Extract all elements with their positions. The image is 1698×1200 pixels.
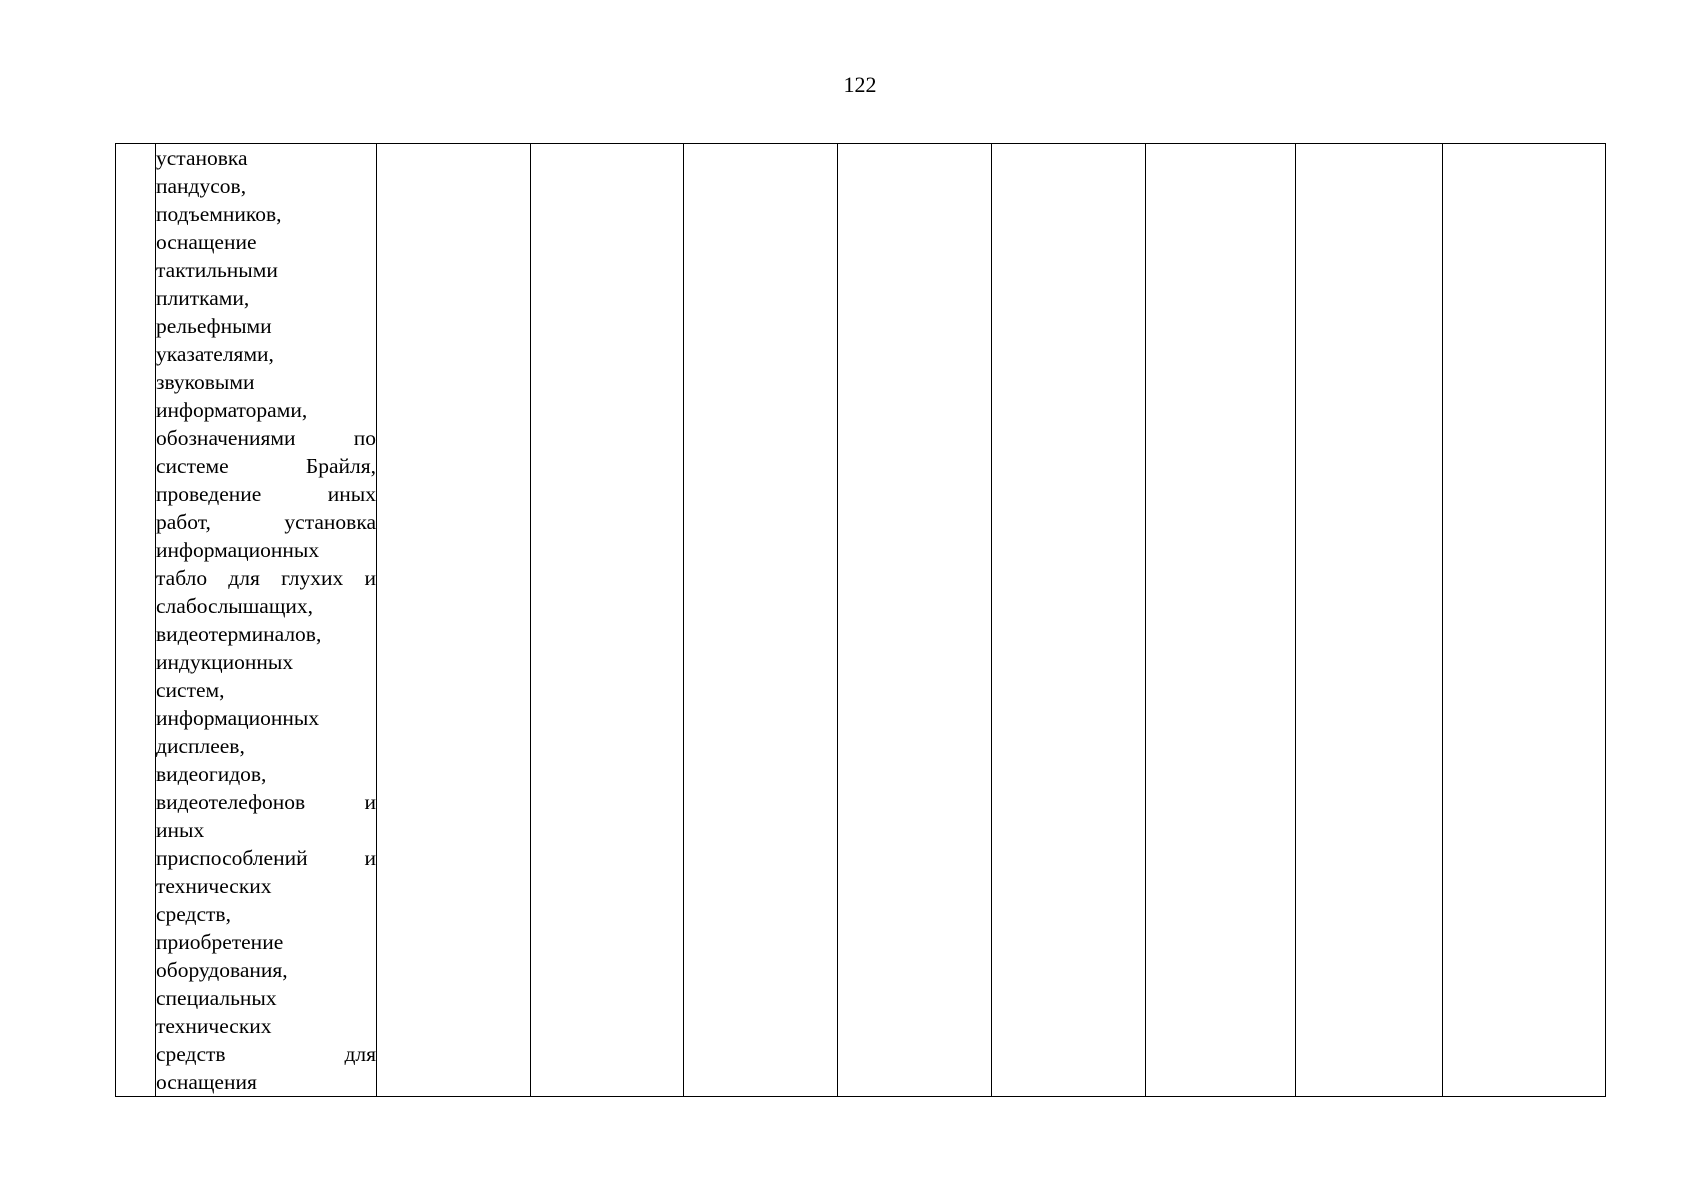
description-word: для bbox=[228, 566, 260, 590]
table-cell-number bbox=[116, 144, 156, 1097]
description-word: проведение bbox=[156, 482, 262, 506]
description-line: дисплеев, bbox=[156, 734, 245, 758]
description-line: специальных bbox=[156, 986, 277, 1010]
table-cell-empty bbox=[992, 144, 1146, 1097]
description-line: информационных bbox=[156, 538, 320, 562]
description-word: Брайля, bbox=[305, 454, 376, 478]
description-word: табло bbox=[156, 566, 208, 590]
description-word: работ, bbox=[156, 510, 211, 534]
table-cell-empty bbox=[1146, 144, 1296, 1097]
description-word: и bbox=[364, 790, 376, 814]
description-line: технических bbox=[156, 1014, 272, 1038]
table-cell-empty bbox=[1296, 144, 1443, 1097]
description-line: систем, bbox=[156, 678, 225, 702]
description-line: установка bbox=[156, 146, 248, 170]
description-line: информаторами, bbox=[156, 398, 308, 422]
table-cell-empty bbox=[838, 144, 992, 1097]
document-table bbox=[115, 143, 1606, 1097]
description-line: видеотерминалов, bbox=[156, 622, 322, 646]
table-row bbox=[116, 144, 1606, 1097]
description-word: для bbox=[344, 1042, 376, 1066]
description-line: пандусов, bbox=[156, 174, 247, 198]
description-line bbox=[156, 844, 376, 872]
description-line bbox=[156, 508, 376, 536]
description-word: обозначениями bbox=[156, 426, 296, 450]
description-line: плитками, bbox=[156, 286, 250, 310]
description-line bbox=[156, 480, 376, 508]
description-line bbox=[156, 424, 376, 452]
description-line: слабослышащих, bbox=[156, 594, 314, 618]
description-word: приспособлений bbox=[156, 846, 308, 870]
description-line: технических bbox=[156, 874, 272, 898]
description-line bbox=[156, 788, 376, 816]
description-line: тактильными bbox=[156, 258, 278, 282]
description-line: звуковыми bbox=[156, 370, 255, 394]
description-word: видеотелефонов bbox=[156, 790, 306, 814]
description-line: подъемников, bbox=[156, 202, 282, 226]
table-cell-empty bbox=[377, 144, 531, 1097]
description-text bbox=[156, 144, 376, 1096]
table-cell-empty bbox=[1443, 144, 1606, 1097]
description-line: рельефными bbox=[156, 314, 272, 338]
description-line bbox=[156, 564, 376, 592]
description-word: по bbox=[353, 426, 376, 450]
description-word: системе bbox=[156, 454, 229, 478]
description-line: информационных bbox=[156, 706, 320, 730]
description-word: глухих bbox=[281, 566, 344, 590]
description-line bbox=[156, 1040, 376, 1068]
description-line: видеогидов, bbox=[156, 762, 267, 786]
table-cell-empty bbox=[531, 144, 684, 1097]
description-word: иных bbox=[327, 482, 376, 506]
description-line: оборудования, bbox=[156, 958, 288, 982]
description-line: указателями, bbox=[156, 342, 274, 366]
description-line bbox=[156, 452, 376, 480]
description-line: средств, bbox=[156, 902, 231, 926]
description-line: оснащения bbox=[156, 1070, 257, 1094]
description-word: и bbox=[364, 566, 376, 590]
description-line: оснащение bbox=[156, 230, 257, 254]
table-cell-empty bbox=[684, 144, 838, 1097]
description-line: приобретение bbox=[156, 930, 284, 954]
description-word: средств bbox=[156, 1042, 226, 1066]
description-line: индукционных bbox=[156, 650, 294, 674]
page-number: 122 bbox=[843, 72, 877, 97]
table-cell-description bbox=[156, 144, 377, 1097]
description-word: и bbox=[364, 846, 376, 870]
description-line: иных bbox=[156, 818, 205, 842]
description-word: установка bbox=[284, 510, 376, 534]
